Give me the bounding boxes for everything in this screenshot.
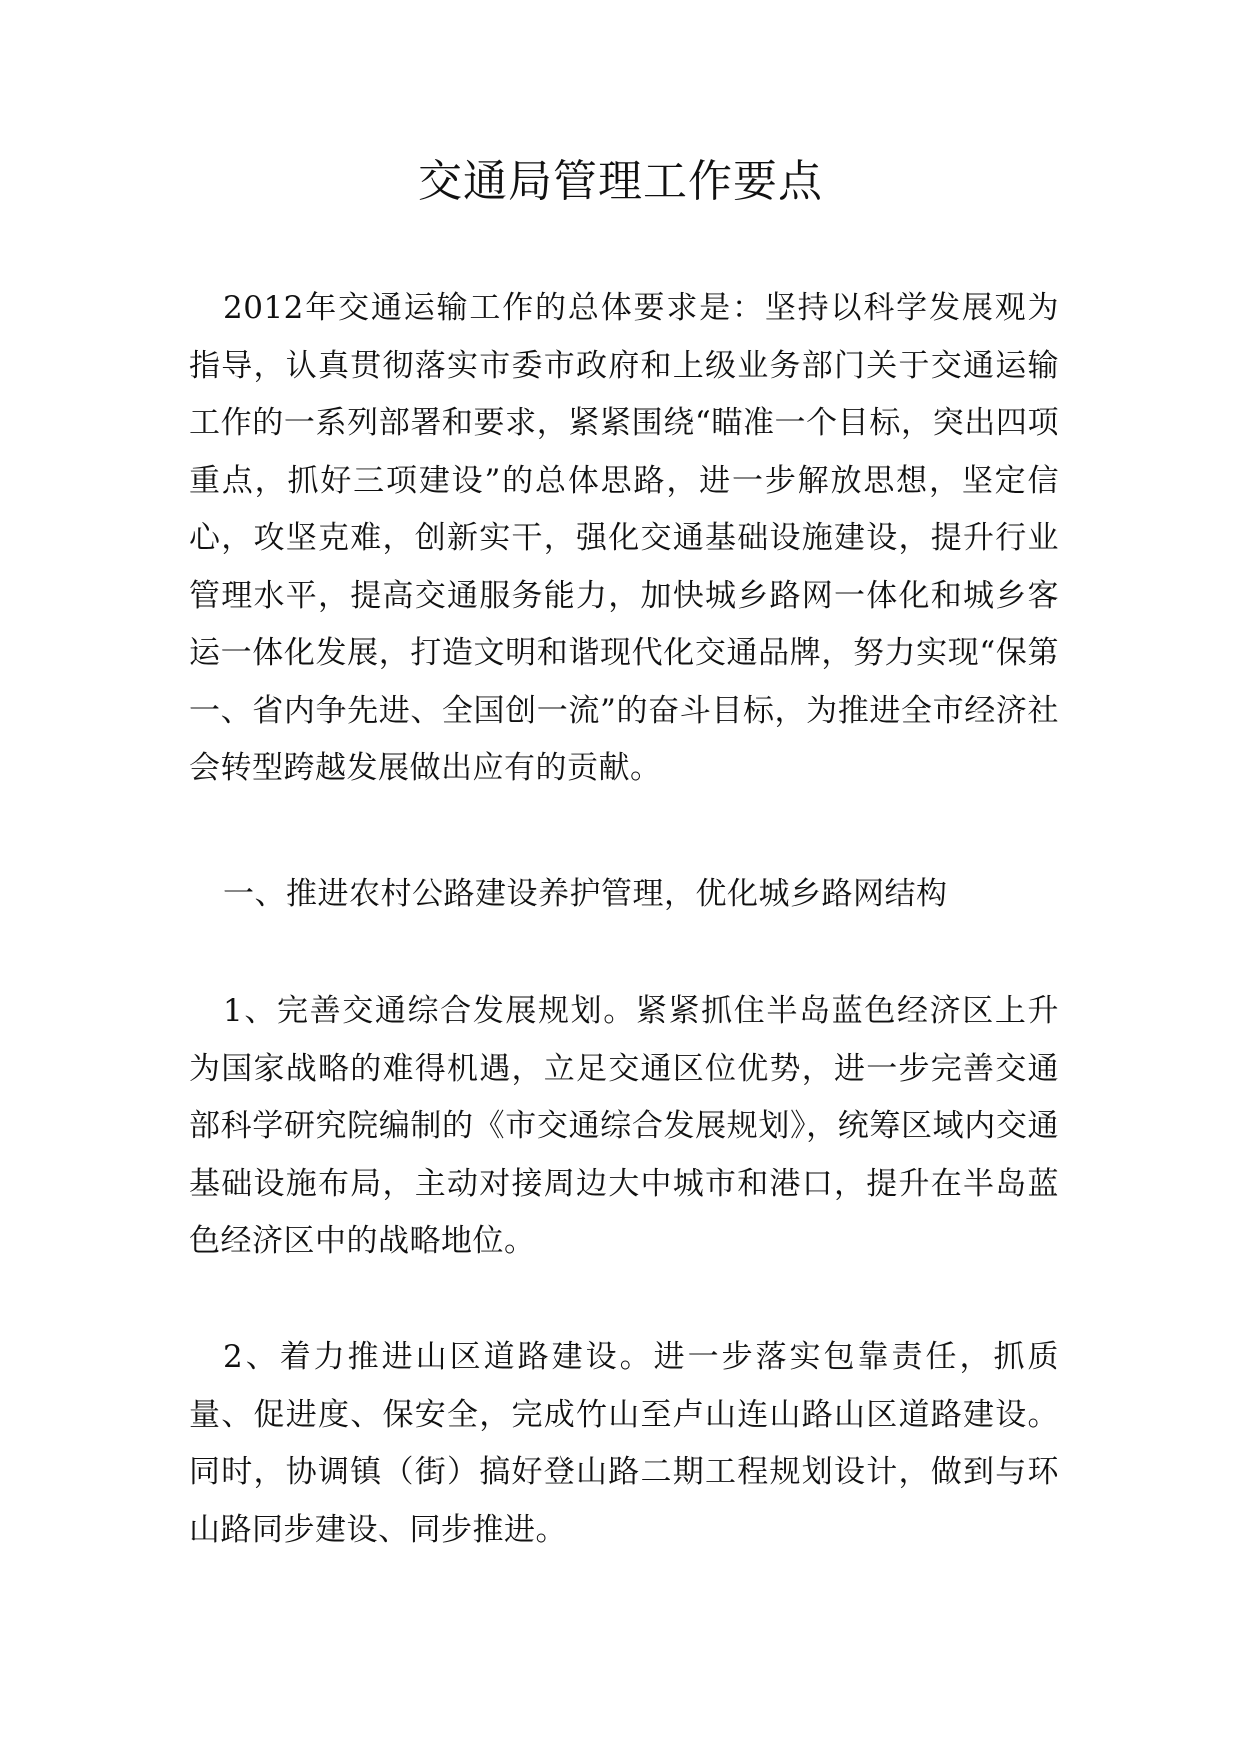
intro-paragraph: 2012年交通运输工作的总体要求是：坚持以科学发展观为指导，认真贯彻落实市委市政府和上级业务部门关于交通运输工作的一系列部署和要求，紧紧围绕“瞄准一个目标，突出四项重点，抓好三项建设”的总体思路，进一步解放思想，坚定信心，攻坚克难，创新实干，强化交通基础设施建设，提升行业管理水平，提高交通服务能力，加快城乡路网一体化和城乡客运一体化发展，打造文明和谐现代化交通品牌，努力实现“保第一、省内争先进、全国创一流”的奋斗目标，为推进全市经济社会转型跨越发展做出应有的贡献。 [189, 290, 1059, 786]
item-paragraph-two: 2、着力推进山区道路建设。进一步落实包靠责任，抓质量、促进度、保安全，完成竹山至卢山连山路山区道路建设。同时，协调镇（街）搞好登山路二期工程规划设计，做到与环山路同步建设、同步推进。 [189, 1339, 1059, 1548]
document-title: 交通局管理工作要点 [418, 156, 823, 207]
section-heading-one: 一、推进农村公路建设养护管理，优化城乡路网结构 [223, 876, 948, 912]
item-paragraph-one: 1、完善交通综合发展规划。紧紧抓住半岛蓝色经济区上升为国家战略的难得机遇，立足交通区位优势，进一步完善交通部科学研究院编制的《市交通综合发展规划》，统筹区域内交通基础设施布局，主动对接周边大中城市和港口，提升在半岛蓝色经济区中的战略地位。 [189, 993, 1059, 1259]
